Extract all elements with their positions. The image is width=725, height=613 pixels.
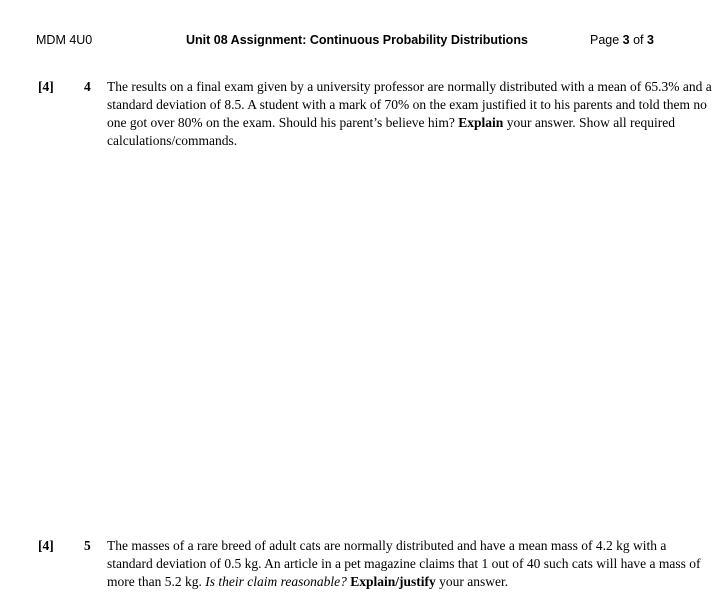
page-prefix: Page	[590, 33, 623, 47]
emphasis-bold: Explain/justify	[350, 574, 436, 589]
line-text: The results on a final exam given by a university professor are normally distributed with a mean of 65.3% and a	[107, 79, 712, 94]
assignment-title: Unit 08 Assignment: Continuous Probability Distributions	[186, 33, 528, 47]
line-text: calculations/commands.	[107, 133, 238, 148]
question-text	[107, 537, 725, 591]
line-text: your answer.	[435, 574, 509, 589]
page-total: 3	[647, 33, 654, 47]
line-text: more than 5.2 kg.	[107, 574, 206, 589]
question-marks: [4]	[38, 538, 54, 553]
line-text: your answer. Show all required	[503, 115, 676, 130]
question-line	[107, 78, 725, 96]
question-text	[107, 78, 725, 150]
line-text: The masses of a rare breed of adult cats are normally distributed and have a mean mass of 4.2 kg with a	[107, 538, 667, 553]
question-line	[107, 537, 725, 555]
page-mid: of	[629, 33, 647, 47]
line-text: standard deviation of 8.5. A student with a mark of 70% on the exam justified it to his parents and told them no	[107, 97, 707, 112]
question-line	[107, 573, 725, 591]
emphasis-italic: Is their claim reasonable?	[205, 574, 347, 589]
question-line	[107, 555, 725, 573]
question-line	[107, 96, 725, 114]
line-text: one got over 80% on the exam. Should his parent’s believe him?	[107, 115, 459, 130]
page-header	[0, 33, 725, 51]
question-marks: [4]	[38, 79, 54, 94]
question-number: 4	[84, 79, 91, 94]
emphasis-bold: Explain	[458, 115, 504, 130]
page-number	[590, 33, 654, 47]
question-line	[107, 132, 725, 150]
course-code: MDM 4U0	[36, 33, 93, 47]
line-text: standard deviation of 0.5 kg. An article in a pet magazine claims that 1 out of 40 such cats will have a mass of	[107, 556, 701, 571]
question-line	[107, 114, 725, 132]
page-current: 3	[622, 33, 630, 47]
question-number: 5	[84, 538, 91, 553]
